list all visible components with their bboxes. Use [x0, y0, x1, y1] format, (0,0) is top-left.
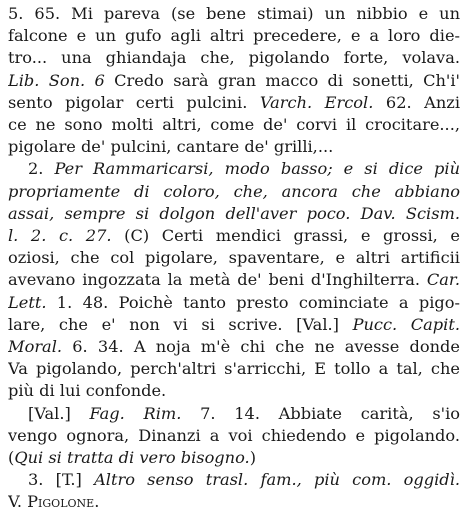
- text-segment: pigolare de' pulcini, cantare de' grilli,...: [8, 137, 334, 157]
- italic-segment: Moral.: [8, 337, 63, 356]
- text-segment: 6. 34. A noja m'è chi che ne avesse donde: [62, 337, 460, 356]
- text-line: [8, 70, 460, 92]
- text-segment: sento pigolar certi pulcini.: [8, 92, 260, 112]
- italic-segment: Lett.: [8, 292, 47, 312]
- text-segment: [Val.]: [28, 403, 90, 423]
- italic-segment: Pucc. Capit.: [352, 314, 460, 334]
- text-line: [8, 491, 460, 513]
- italic-segment: Qui si tratta di vero bisogno.: [14, 448, 250, 467]
- text-line: [8, 336, 460, 358]
- text-line: [8, 447, 460, 469]
- text-segment: ce ne sono molti altri, come de' corvi il crocitare...,: [8, 115, 460, 134]
- text-line: [8, 269, 460, 291]
- italic-segment: propriamente di coloro, che, ancora che abbiano: [8, 181, 460, 201]
- text-line: [8, 203, 460, 225]
- text-line: [28, 403, 460, 425]
- text-line: [8, 225, 460, 247]
- text-segment: 3. [T.]: [28, 470, 95, 490]
- italic-segment: Per Rammaricarsi, modo basso; e si dice più: [54, 159, 460, 179]
- text-segment: 2.: [28, 159, 55, 179]
- text-segment: più di lui confonde.: [8, 381, 167, 401]
- text-line: [8, 247, 460, 269]
- text-segment: falcone e un gufo agli altri precedere, e a loro die-: [8, 26, 460, 46]
- italic-segment: Car.: [426, 270, 460, 290]
- text-line: [8, 380, 460, 402]
- text-segment: lare, che e' non vi si scrive. [Val.]: [8, 314, 353, 334]
- text-segment: 62. Anzi: [373, 92, 460, 112]
- text-line: [8, 47, 460, 69]
- italic-segment: Lib. Son. 6: [8, 70, 105, 90]
- text-segment: 5. 65. Mi pareva (se bene stimai) un nibbio e un: [8, 4, 460, 23]
- text-segment: V.: [8, 492, 28, 512]
- text-line: [28, 469, 460, 491]
- italic-segment: Fag. Rim.: [89, 403, 182, 423]
- text-segment: (: [8, 448, 15, 467]
- smallcaps-segment: Pigolone: [27, 492, 95, 512]
- text-segment: Va pigolando, perch'altri s'arricchi, E tollo a tal, che: [8, 359, 460, 379]
- text-line: [8, 358, 460, 380]
- text-segment: .: [94, 492, 100, 512]
- text-line: [8, 181, 460, 203]
- text-line: [8, 314, 460, 336]
- text-segment: avevano ingozzata la metà de' beni d'Inghilterra.: [8, 270, 427, 290]
- text-segment: 7. 14. Abbiate carità, s'io: [181, 403, 460, 423]
- text-segment: Credo sarà gran macco di sonetti, Ch'i': [104, 70, 460, 90]
- text-line: [28, 158, 460, 180]
- text-segment: 1. 48. Poichè tanto presto cominciate a pigo-: [46, 292, 460, 312]
- text-segment: oziosi, che col pigolare, spaventare, e altri artificii: [8, 248, 460, 268]
- text-line: [8, 292, 460, 314]
- text-line: [8, 136, 460, 158]
- italic-segment: assai, sempre si dolgon dell'aver poco. Dav. Scism.: [8, 203, 460, 223]
- italic-segment: Varch. Ercol.: [259, 92, 374, 112]
- text-segment: vengo ognora, Dinanzi a voi chiedendo e pigolando.: [8, 425, 460, 445]
- italic-segment: l. 2. c. 27.: [8, 226, 112, 245]
- text-line: [8, 92, 460, 114]
- italic-segment: Altro senso trasl. fam., più com. oggidì.: [94, 470, 460, 490]
- text-segment: tro... una ghiandaja che, pigolando forte, volava.: [8, 48, 460, 68]
- text-line: [8, 25, 460, 47]
- text-line: [8, 425, 460, 447]
- text-line: [8, 3, 460, 25]
- text-line: [8, 114, 460, 136]
- text-segment: ): [249, 448, 257, 467]
- text-segment: (C) Certi mendici grassi, e grossi, e: [111, 226, 460, 245]
